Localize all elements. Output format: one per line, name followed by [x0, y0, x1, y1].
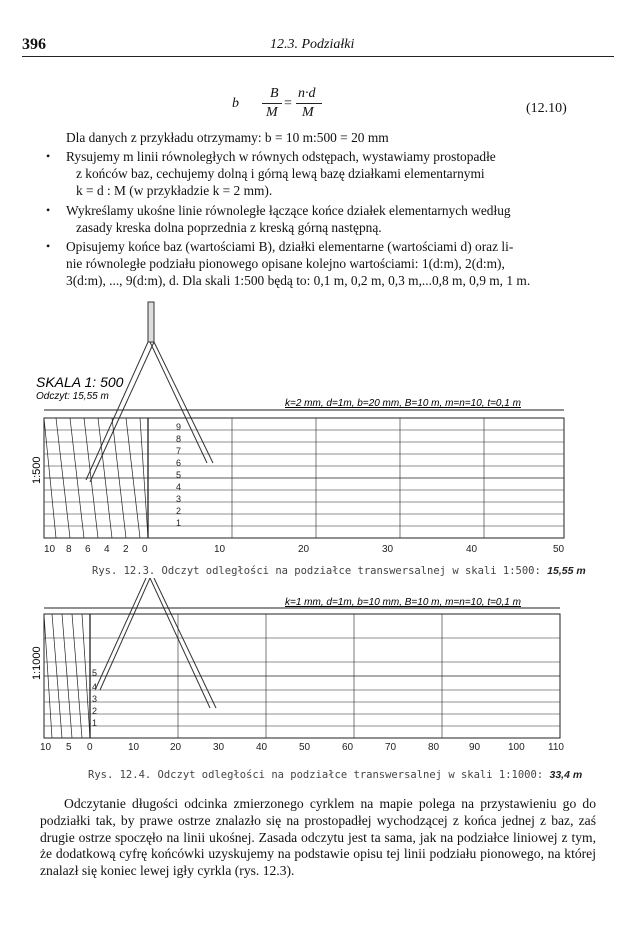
bullet-1-line-2: z końców baz, cechujemy dolną i górną lewą bazę działkami elementarnymi: [76, 166, 485, 181]
row-label: 2: [176, 506, 182, 516]
x-label: 70: [385, 742, 397, 753]
closing-paragraph: Odczytanie długości odcinka zmierzonego cyrklem na mapie polega na przystawieniu go do podziałki tak, by prawe ostrze znalazło się na prostopadłej wychodzącej z końca jednej z baz, zaś drugie ostrze spoczęło na linii ukośnej. Zasada odczytu jest ta sama, jak na podziałce liniowej z tym, że dodatkową cyfrę końcówki uzyskujemy na podstawie opisu tej linii podziału pionowego, na której znalazł się koniec lewej igły cyrkla (rys. 12.3).: [40, 796, 596, 879]
caption-value: 33,4 m: [549, 769, 583, 781]
bullet-3-line-1: Opisujemy końce baz (wartościami B), działki elementarne (wartościami d) oraz li-: [66, 239, 514, 254]
row-label: 6: [176, 458, 182, 468]
x-label: 10: [40, 742, 52, 753]
bullet-3-line-3: 3(d:m), ..., 9(d:m), d. Dla skali 1:500 będą to: 0,1 m, 0,2 m, 0,3 m,...0,8 m, 0,9 m, 1 m.: [66, 273, 531, 288]
side-label: 1:500: [31, 456, 43, 484]
x-label: 10: [214, 544, 226, 555]
formula: [226, 86, 336, 126]
x-label: 90: [469, 742, 481, 753]
bullet-2-line-2: zasady kreska dolna poprzednia z kreską górną następną.: [76, 220, 382, 235]
row-label: 4: [176, 482, 182, 492]
figure-12-4: [0, 578, 628, 758]
formula-nd: n·d: [298, 86, 316, 101]
side-label: 1:1000: [31, 646, 43, 680]
page-number: 396: [22, 36, 46, 53]
figure-12-3: [0, 290, 628, 590]
row-label: 3: [176, 494, 182, 504]
bullet-1-line-1: Rysujemy m linii równoległych w równych odstępach, wystawiamy prostopadłe: [66, 149, 496, 164]
compass-icon: [96, 578, 216, 708]
x-label: 40: [256, 742, 268, 753]
bullet-icon: •: [46, 239, 51, 253]
bullet-icon: •: [46, 149, 51, 163]
x-label: 110: [548, 742, 564, 753]
x-label: 30: [382, 544, 394, 555]
x-label: 10: [44, 544, 56, 555]
row-label: 7: [176, 446, 182, 456]
bullet-1-line-3: k = d : M (w przykładzie k = 2 mm).: [76, 183, 273, 198]
x-label: 60: [342, 742, 354, 753]
x-label: 30: [213, 742, 225, 753]
x-label: 5: [66, 742, 72, 753]
x-label: 100: [508, 742, 525, 753]
caption-text: Rys. 12.3. Odczyt odległości na podziałce transwersalnej w skali 1:500:: [92, 565, 541, 577]
running-title: 12.3. Podziałki: [270, 37, 355, 52]
formula-b: b: [232, 96, 239, 111]
figure-12-4-caption: [88, 769, 582, 781]
x-label: 20: [298, 544, 310, 555]
reading-label: Odczyt: 15,55 m: [36, 391, 109, 402]
row-label: 1: [92, 718, 98, 728]
intro-line: Dla danych z przykładu otrzymamy: b = 10 m:500 = 20 mm: [66, 130, 389, 145]
x-label: 0: [87, 742, 93, 753]
x-label: 80: [428, 742, 440, 753]
formula-B: B: [270, 86, 279, 101]
fraction-bar-1: [262, 103, 282, 104]
row-label: 8: [176, 434, 182, 444]
row-label: 9: [176, 422, 182, 432]
parameters: k=2 mm, d=1m, b=20 mm, B=10 m, m=n=10, t=0,1 m: [285, 398, 521, 409]
formula-M1: M: [266, 105, 278, 120]
x-label: 40: [466, 544, 478, 555]
row-label: 1: [176, 518, 182, 528]
bullet-2-line-1: Wykreślamy ukośne linie równoległe łączące końce działek elementarnych według: [66, 203, 511, 218]
x-label: 20: [170, 742, 182, 753]
x-label: 0: [142, 544, 148, 555]
row-label: 3: [92, 694, 98, 704]
scale-title: SKALA 1: 500: [36, 374, 124, 390]
x-label: 50: [299, 742, 311, 753]
bullet-icon: •: [46, 203, 51, 217]
row-label: 5: [92, 668, 98, 678]
fraction-bar-2: [296, 103, 322, 104]
parameters: k=1 mm, d=1m, b=10 mm, B=10 m, m=n=10, t=0,1 m: [285, 597, 521, 608]
formula-eq: =: [284, 96, 292, 111]
figure-12-3-caption: [92, 565, 586, 577]
x-label: 2: [123, 544, 129, 555]
formula-M2: M: [302, 105, 314, 120]
row-label: 2: [92, 706, 98, 716]
row-label: 5: [176, 470, 182, 480]
equation-number: (12.10): [526, 101, 567, 116]
header-rule: [22, 56, 614, 57]
scale-grid: [44, 608, 560, 738]
x-label: 6: [85, 544, 91, 555]
caption-value: 15,55 m: [547, 565, 586, 577]
caption-text: Rys. 12.4. Odczyt odległości na podziałce transwersalnej w skali 1:1000:: [88, 769, 544, 781]
x-label: 50: [553, 544, 565, 555]
bullet-3-line-2: nie równoległe podziału pionowego opisane kolejno wartościami: 1(d:m), 2(d:m),: [66, 256, 505, 271]
x-label: 8: [66, 544, 72, 555]
x-label: 10: [128, 742, 140, 753]
x-label: 4: [104, 544, 110, 555]
row-label: 4: [92, 682, 98, 692]
scale-grid: [44, 410, 564, 538]
